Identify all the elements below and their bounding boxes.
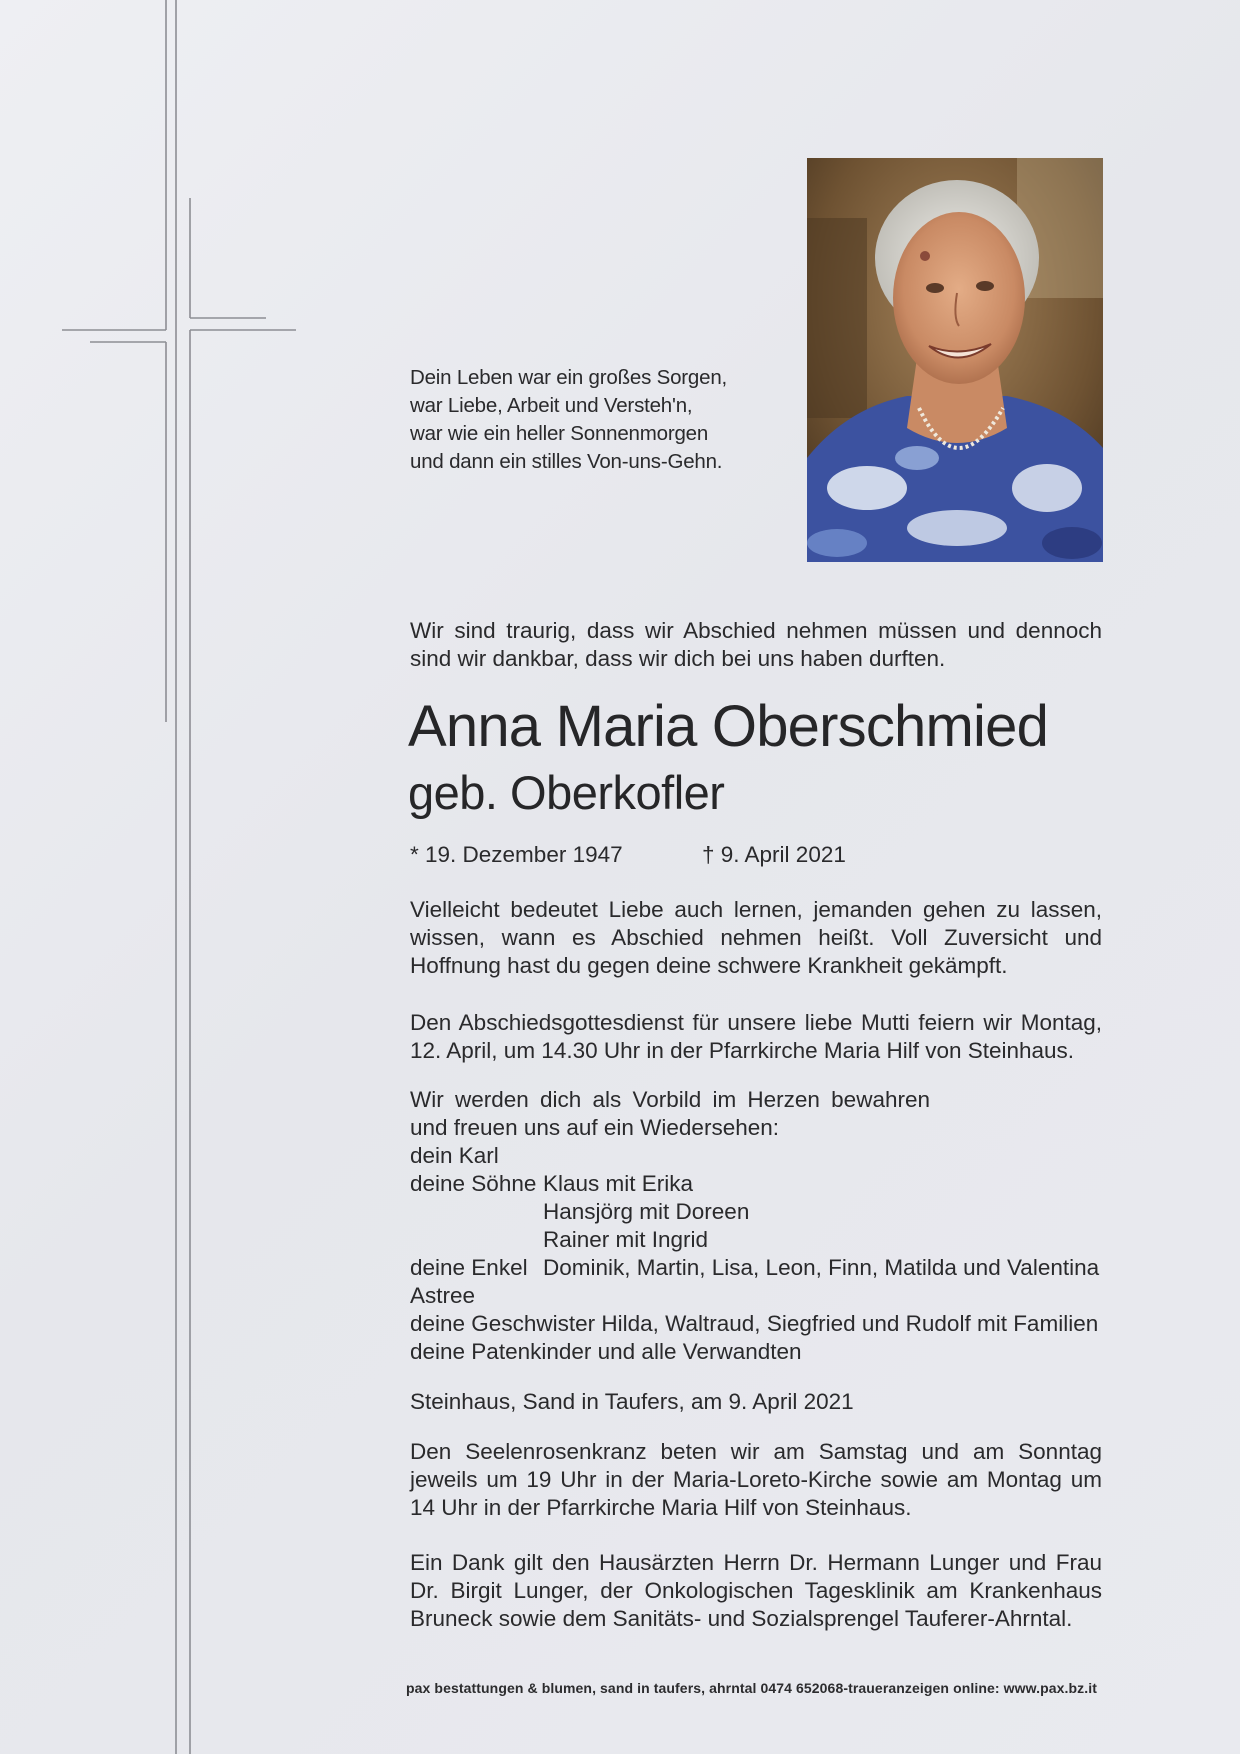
son: Hansjörg mit Doreen — [543, 1199, 750, 1224]
godchildren: deine Patenkinder und alle Verwandten — [410, 1339, 802, 1364]
list-item — [410, 1142, 1110, 1170]
list-item — [410, 1282, 1110, 1310]
siblings: deine Geschwister Hilda, Waltraud, Siegfried und Rudolf mit Familien — [410, 1311, 1099, 1336]
rosary-paragraph: Den Seelenrosenkranz beten wir am Samstag und am Sonntag jeweils um 19 Uhr in der Maria-Loreto-Kirche sowie am Montag um 14 Uhr in der Pfarrkirche Maria Hilf von Steinhaus. — [410, 1439, 1102, 1520]
grandchildren-label: deine Enkel — [410, 1255, 528, 1280]
list-item — [410, 1198, 1110, 1226]
poem: Dein Leben war ein großes Sorgen, war Liebe, Arbeit und Versteh'n, war wie ein heller Sonnenmorgen und dann ein stilles Von-uns-Gehn. — [410, 366, 728, 473]
thanks-paragraph: Ein Dank gilt den Hausärzten Herrn Dr. Hermann Lunger und Frau Dr. Birgit Lunger, der Onkologischen Tagesklinik am Krankenhaus Bruneck sowie dem Sanitäts- und Sozialsprengel Tauferer-Ahrntal. — [410, 1550, 1102, 1631]
place-date: Steinhaus, Sand in Taufers, am 9. April 2021 — [410, 1389, 854, 1414]
intro-text: Wir sind traurig, dass wir Abschied nehmen müssen und dennoch sind wir dankbar, dass wir dich bei uns haben durften. — [410, 618, 1102, 671]
portrait-photo — [807, 158, 1103, 562]
list-item — [410, 1170, 1110, 1198]
list-item — [410, 1310, 1110, 1338]
cross-icon — [0, 0, 320, 1754]
footer-credit: pax bestattungen & blumen, sand in taufers, ahrntal 0474 652068-traueranzeigen online: www.pax.bz.it — [406, 1680, 1097, 1696]
list-item — [410, 1226, 1110, 1254]
grandchildren-continued: Astree — [410, 1283, 476, 1308]
deceased-name: Anna Maria Oberschmied — [408, 694, 1049, 759]
maiden-name: geb. Oberkofler — [408, 766, 725, 819]
mourners-list — [410, 1142, 1110, 1366]
son: Rainer mit Ingrid — [543, 1227, 709, 1252]
grandchildren: Dominik, Martin, Lisa, Leon, Finn, Matilda und Valentina — [543, 1255, 1100, 1280]
list-item — [410, 1338, 1110, 1366]
birth-date: * 19. Dezember 1947 — [410, 842, 623, 867]
sons-label: deine Söhne — [410, 1171, 537, 1196]
husband: dein Karl — [410, 1143, 499, 1168]
death-date: † 9. April 2021 — [702, 842, 846, 867]
son: Klaus mit Erika — [543, 1171, 694, 1196]
farewell-paragraph: Vielleicht bedeutet Liebe auch lernen, jemanden gehen zu lassen, wissen, wann es Abschied nehmen heißt. Voll Zuversicht und Hoffnung hast du gegen deine schwere Krankheit gekämpft. — [410, 897, 1102, 978]
service-paragraph: Den Abschiedsgottesdienst für unsere liebe Mutti feiern wir Montag, 12. April, um 14.30 Uhr in der Pfarrkirche Maria Hilf von Steinhaus. — [410, 1010, 1102, 1063]
remembrance-paragraph: Wir werden dich als Vorbild im Herzen bewahren und freuen uns auf ein Wiedersehen: — [410, 1087, 930, 1140]
list-item — [410, 1254, 1110, 1282]
